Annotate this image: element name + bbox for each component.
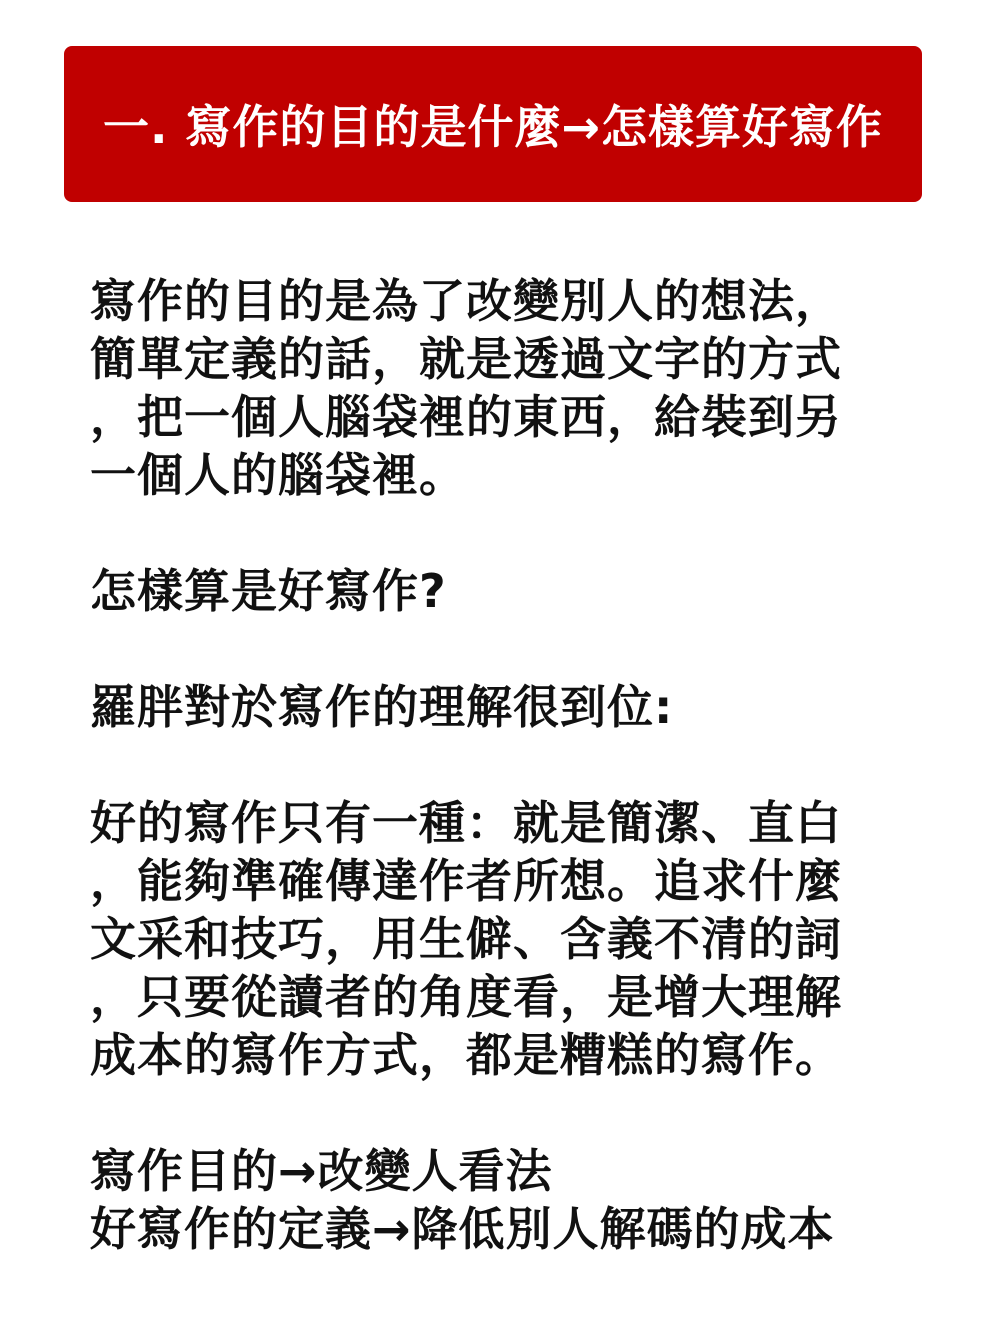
text-line: 寫作目的→改變人看法	[90, 1144, 553, 1198]
text-line: 文采和技巧，用生僻、含義不清的詞	[90, 912, 842, 966]
paragraph-question	[90, 562, 870, 620]
page-title: 一. 寫作的目的是什麼→怎樣算好寫作	[102, 100, 884, 154]
text-line: 好寫作的定義→降低別人解碼的成本	[90, 1202, 835, 1256]
paragraph-gap	[90, 620, 870, 678]
header-banner	[64, 46, 922, 202]
article-body	[90, 272, 870, 1258]
text-line: 好的寫作只有一種：就是簡潔、直白	[90, 796, 842, 850]
paragraph-purpose	[90, 272, 870, 504]
paragraph-quote	[90, 794, 870, 1084]
text-line: 羅胖對於寫作的理解很到位:	[90, 680, 674, 734]
text-line: 成本的寫作方式，都是糟糕的寫作。	[90, 1028, 842, 1082]
text-line: 寫作的目的是為了改變別人的想法，	[90, 274, 842, 328]
paragraph-gap	[90, 1084, 870, 1142]
text-line: ，把一個人腦袋裡的東西，給裝到另	[90, 390, 842, 444]
text-line: ，能夠準確傳達作者所想。追求什麼	[90, 854, 842, 908]
text-line: ，只要從讀者的角度看，是增大理解	[90, 970, 842, 1024]
paragraph-quote-intro	[90, 678, 870, 736]
paragraph-gap	[90, 504, 870, 562]
paragraph-summary	[90, 1142, 870, 1258]
paragraph-gap	[90, 736, 870, 794]
text-line: 簡單定義的話，就是透過文字的方式	[90, 332, 842, 386]
text-line: 怎樣算是好寫作?	[90, 564, 447, 618]
text-line: 一個人的腦袋裡。	[90, 448, 466, 502]
